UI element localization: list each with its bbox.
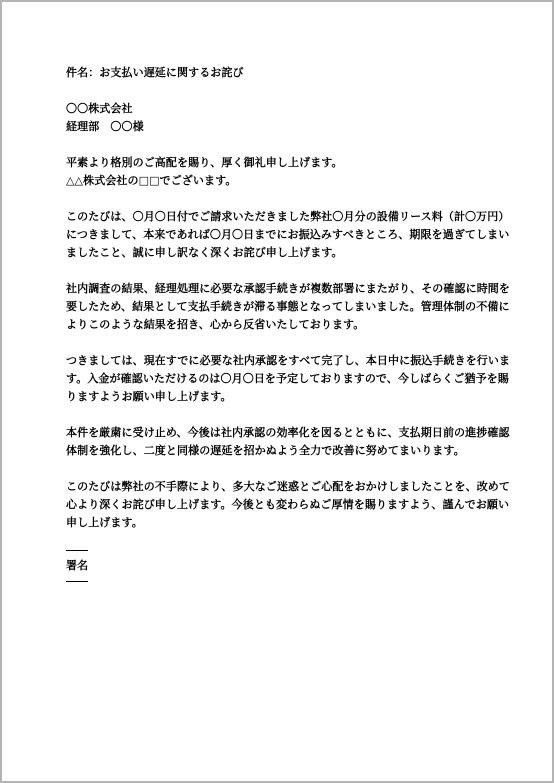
recipient-department: 経理部 〇〇様 xyxy=(66,120,144,133)
subject-line xyxy=(66,64,518,82)
paragraph-line: 本件を厳粛に受け止め、今後は社内承認の効率化を図るとともに、支払期日前の進捗確認 xyxy=(66,426,510,439)
recipient-block xyxy=(66,100,518,136)
apology-paragraph xyxy=(66,208,518,262)
cause-paragraph xyxy=(66,280,518,334)
subject-text: 件名：お支払い遅延に関するお詫び xyxy=(66,66,244,79)
greeting-paragraph xyxy=(66,154,518,190)
greeting-line: 平素より格別のご高配を賜り、厚く御礼申し上げます。 xyxy=(66,156,343,169)
paragraph-line: 要したため、結果として支払手続きが滞る事態となってしまいました。管理体制の不備に xyxy=(66,300,510,313)
signature-rule-top xyxy=(66,550,88,551)
paragraph-line: このたびは弊社の不手際により、多大なご迷惑とご心配をおかけしましたことを、改めて xyxy=(66,480,510,493)
closing-paragraph xyxy=(66,478,518,532)
paragraph-line: す。入金が確認いただけるのは〇月〇日を予定しておりますので、今しばらくご猶予を賜 xyxy=(66,372,509,385)
paragraph-line: 心より深くお詫び申し上げます。今後とも変わらぬご厚情を賜りますよう、謹んでお願い xyxy=(66,498,510,511)
remedy-paragraph xyxy=(66,352,518,406)
paragraph-line: ましたこと、誠に申し訳なく深くお詫び申し上げます。 xyxy=(66,246,343,259)
paragraph-line: につきまして、本来であれば〇月〇日までにお振込みすべきところ、期限を過ぎてしまい xyxy=(66,228,510,241)
paragraph-line: このたびは、〇月〇日付でご請求いただきました弊社〇月分の設備リース料（計〇万円） xyxy=(66,210,510,223)
signature-label: 署名 xyxy=(66,559,89,572)
prevention-paragraph xyxy=(66,424,518,460)
paragraph-line: 申し上げます。 xyxy=(66,516,143,529)
greeting-line: △△株式会社の□□でございます。 xyxy=(66,174,237,187)
paragraph-line: つきましては、現在すでに必要な社内承認をすべて完了し、本日中に振込手続きを行いま xyxy=(66,354,511,367)
letter-body xyxy=(66,64,518,582)
paragraph-line: 社内調査の結果、経理処理に必要な承認手続きが複数部署にまたがり、その確認に時間を xyxy=(66,282,510,295)
recipient-company: 〇〇株式会社 xyxy=(66,102,133,115)
paragraph-line: りますようお願い申し上げます。 xyxy=(66,390,232,403)
signature-block xyxy=(66,550,518,582)
paragraph-line: 体制を強化し、二度と同様の遅延を招かぬよう全力で改善に努めてまいります。 xyxy=(66,444,465,457)
signature-rule-bottom xyxy=(66,581,88,582)
paragraph-line: よりこのような結果を招き、心から反省いたしております。 xyxy=(66,318,365,331)
